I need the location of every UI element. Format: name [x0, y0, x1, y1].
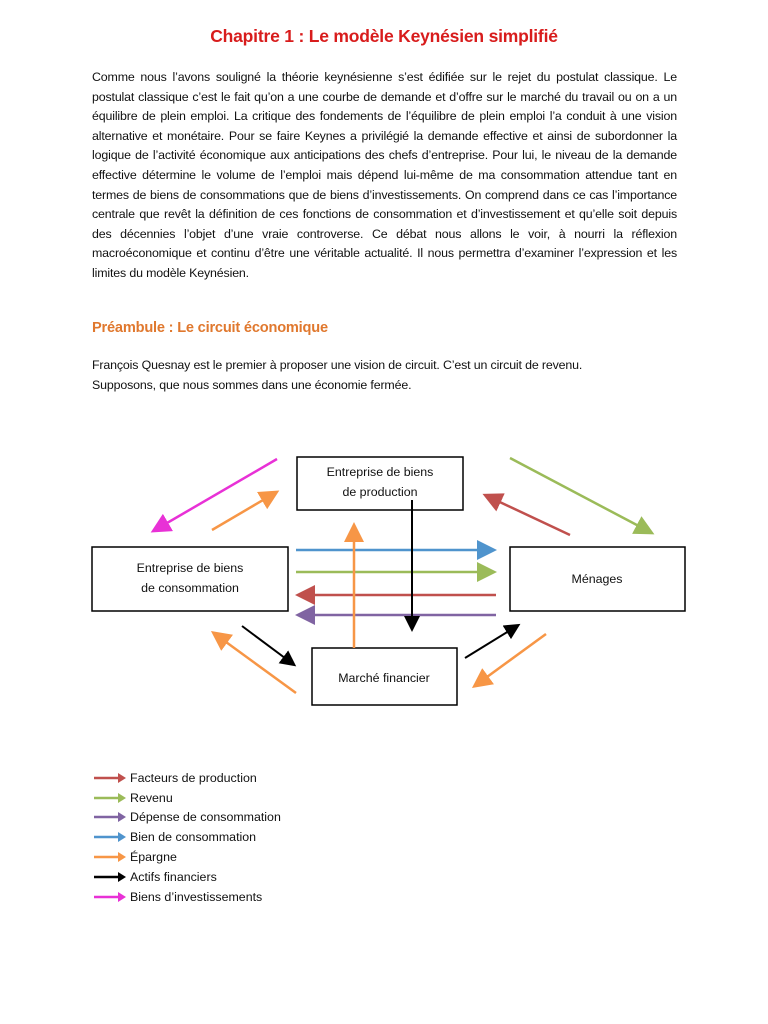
page-title: Chapitre 1 : Le modèle Keynésien simplifié [210, 26, 558, 46]
arrow-facteurs-top-right [487, 496, 570, 535]
box-label: Entreprise de biens [326, 465, 434, 479]
legend-item [92, 847, 281, 867]
legend-item [92, 827, 281, 847]
section-title: Préambule : Le circuit économique [92, 320, 328, 336]
box-label: Ménages [571, 572, 623, 586]
legend-label: Épargne [130, 850, 177, 865]
legend-label: Biens d’investissements [130, 889, 263, 904]
arrow-revenu-top-right [510, 458, 650, 532]
arrow-biens-investissements-left [155, 459, 277, 530]
legend-label: Actifs financiers [130, 869, 217, 884]
arrow-epargne-bottom-left [215, 634, 296, 693]
arrow-right-icon [92, 870, 128, 884]
arrow-right-icon [92, 830, 128, 844]
arrow-right-icon [92, 890, 128, 904]
arrow-epargne-bottom-right [476, 634, 546, 685]
legend-label: Bien de consommation [130, 830, 257, 845]
box-label: de consommation [141, 581, 239, 595]
box-entreprise-biens-consommation [92, 547, 288, 611]
arrow-right-icon [92, 791, 128, 805]
legend-item [92, 788, 281, 808]
arrow-epargne-top-left [212, 493, 275, 530]
legend-item [92, 808, 281, 828]
arrow-right-icon [92, 771, 128, 785]
legend-item [92, 867, 281, 887]
section-text-line-1: François Quesnay est le premier à proposer une vision de circuit. C’est un circuit de revenu. [92, 358, 583, 372]
section-text-line-2: Supposons, que nous sommes dans une économie fermée. [92, 377, 412, 392]
legend [92, 768, 281, 907]
legend-item [92, 768, 281, 788]
box-label: Entreprise de biens [136, 561, 244, 575]
arrow-actifs-bottom-right [465, 626, 517, 658]
intro-paragraph: Comme nous l’avons souligné la théorie keynésienne s’est édifiée sur le rejet du postulat classique. Le postulat classique c’est le fait qu’on a une courbe de demande et d’offre sur le marché du travail ou on a un équilibre de plein emploi. La critique des fondements de l’équilibre de plein emploi l’a conduit à une vision alternative et monétaire. Pour se faire Keynes a privilégié la demande effective et ainsi de subordonner la logique de l’activité économique aux anticipations des chefs d’entreprise. Pour lui, le niveau de la demande effective détermine le volume de l’emploi mais dépend lui-même de ma consommation attendue tant en termes de biens de consommations que de biens d’investissements. On comprend dans ce cas l’importance centrale que revêt la définition de ces fonctions de consommation et d’investissement et qu’elle soit depuis des décennies l’objet d’une vraie controverse. Ce débat nous allons le voir, à nourri la réflexion macroéconomique et continu d’être une véritable actualité. Il nous permettra d’examiner l’expression et les limites du modèle Keynésien. [92, 70, 677, 280]
box-menages [510, 547, 685, 611]
legend-label: Dépense de consommation [130, 810, 281, 825]
box-label: de production [342, 485, 418, 499]
box-label: Marché financier [338, 671, 430, 685]
legend-label: Revenu [130, 790, 173, 805]
legend-item [92, 887, 281, 907]
box-marche-financier [312, 648, 457, 705]
box-entreprise-biens-production [297, 457, 463, 510]
legend-label: Facteurs de production [130, 770, 257, 785]
arrow-right-icon [92, 810, 128, 824]
arrow-right-icon [92, 850, 128, 864]
